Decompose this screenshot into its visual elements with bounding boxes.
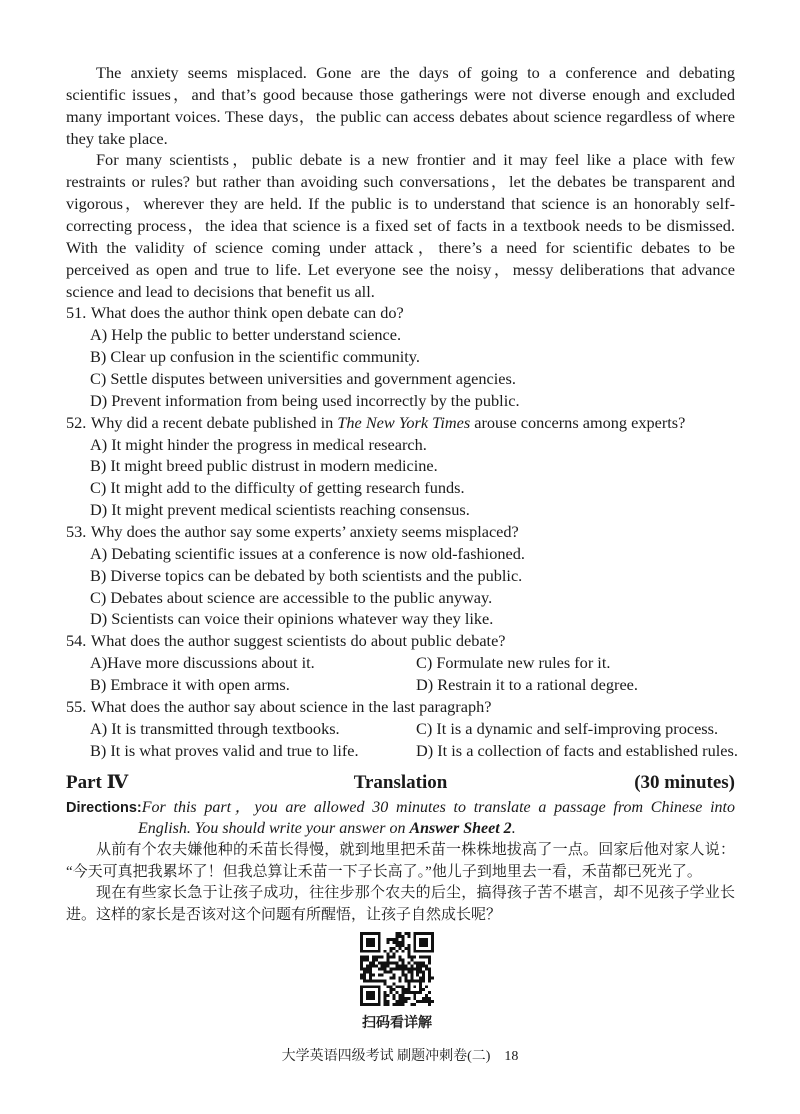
- option-d: D) Restrain it to a rational degree.: [416, 675, 638, 695]
- option-b: B) Diverse topics can be debated by both scientists and the public.: [90, 565, 523, 585]
- part-time-limit: (30 minutes): [634, 772, 735, 793]
- question-number: 53.: [66, 522, 87, 542]
- question-stem-part: Why did a recent debate published in: [90, 412, 338, 432]
- newspaper-title: The New York Times: [337, 412, 471, 432]
- question-stem: What does the author suggest scientists do about public debate?: [90, 631, 506, 651]
- part-heading: [66, 770, 735, 796]
- directions-text: English. You should write your answer on: [138, 819, 410, 837]
- option-d: D) It is a collection of facts and established rules.: [416, 740, 738, 760]
- qr-code: [360, 932, 434, 1006]
- question-stem-part: arouse concerns among experts?: [470, 412, 686, 432]
- page-footer: [0, 1047, 800, 1067]
- option-d: D) It might prevent medical scientists reaching consensus.: [90, 500, 470, 520]
- directions-line: [66, 818, 735, 840]
- translation-section: [66, 796, 735, 927]
- answer-sheet-label: Answer Sheet 2: [409, 819, 512, 837]
- chinese-passage-line: 进。这样的家长是否该对这个问题有所醒悟，让孩子自然成长呢？: [66, 907, 502, 924]
- option-d: D) Prevent information from being used incorrectly by the public.: [90, 390, 520, 410]
- option-a: A)Have more discussions about it.: [90, 653, 315, 673]
- passage-line: scientific issues，and that’s good because those gatherings were not diverse enough and excluded: [66, 84, 735, 104]
- question-number: 52.: [66, 412, 87, 432]
- question-51: [66, 302, 735, 324]
- option-c: C) Debates about science are accessible to the public anyway.: [90, 587, 493, 607]
- option-c: C) It is a dynamic and self-improving process.: [416, 718, 719, 738]
- passage-line: many important voices. These days，the public can access debates about science regardless of where: [66, 106, 735, 126]
- reading-section: [66, 62, 738, 762]
- question-53: [66, 521, 735, 543]
- passage-line: correcting process，the idea that science is a fixed set of facts in a textbook needs to be dismissed.: [66, 216, 735, 236]
- question-number: 51.: [66, 303, 87, 323]
- directions-text: For this part，you are allowed 30 minutes to translate a passage from Chinese into: [141, 799, 735, 816]
- directions-label: Directions:: [66, 800, 142, 816]
- passage-line: restraints or rules? but rather than avoiding such conversations，let the debates be transparent and: [66, 172, 735, 192]
- option-row: [66, 740, 738, 762]
- option-b: B) It might breed public distrust in modern medicine.: [90, 456, 438, 476]
- passage-line: With the validity of science coming under attack，there’s a need for scientific debates to be: [66, 237, 735, 257]
- directions-line: [66, 796, 735, 818]
- passage-line: vigorous，wherever they are held. If the public is to understand that science is an honorably self-: [66, 194, 735, 214]
- question-number: 54.: [66, 631, 87, 651]
- chinese-passage-line: “今天可真把我累坏了！但我总算让禾苗一下子长高了。”他儿子到地里去一看，禾苗都已死光了。: [66, 863, 702, 880]
- option-c: C) Formulate new rules for it.: [416, 653, 611, 673]
- passage-line: science and lead to decisions that benefit us all.: [66, 281, 375, 301]
- part-number: Part Ⅳ: [66, 772, 129, 793]
- question-stem: Why does the author say some experts’ anxiety seems misplaced?: [90, 522, 519, 542]
- chinese-passage-line: 从前有个农夫嫌他种的禾苗长得慢，就到地里把禾苗一株株地拔高了一点。回家后他对家人说：: [96, 841, 735, 858]
- chinese-passage-line: 现在有些家长急于让孩子成功，往往步那个农夫的后尘，搞得孩子苦不堪言，却不见孩子学业长: [96, 885, 735, 902]
- option-row: [66, 674, 735, 696]
- option-a: A) Debating scientific issues at a conference is now old-fashioned.: [90, 543, 525, 563]
- question-number: 55.: [66, 696, 87, 716]
- passage-line: they take place.: [66, 128, 168, 148]
- qr-caption: 扫码看详解: [362, 1014, 432, 1030]
- option-row: [66, 718, 735, 740]
- footer-title: 大学英语四级考试 刷题冲刺卷(二): [281, 1049, 491, 1064]
- passage-line: perceived as open and true to life. Let everyone see the noisy，messy deliberations that advance: [66, 259, 735, 279]
- option-a: A) It is transmitted through textbooks.: [90, 718, 340, 738]
- option-a: A) Help the public to better understand science.: [90, 325, 402, 345]
- page-number: 18: [504, 1049, 519, 1064]
- part-title: Translation: [353, 772, 448, 793]
- option-b: B) Clear up confusion in the scientific community.: [90, 347, 420, 367]
- question-stem: What does the author think open debate can do?: [90, 303, 404, 323]
- option-d: D) Scientists can voice their opinions whatever way they like.: [90, 609, 494, 629]
- option-c: C) It might add to the difficulty of getting research funds.: [90, 478, 465, 498]
- option-c: C) Settle disputes between universities and government agencies.: [90, 369, 516, 389]
- question-54: [66, 630, 735, 652]
- passage-line: The anxiety seems misplaced. Gone are the days of going to a conference and debating: [96, 63, 735, 82]
- question-stem: What does the author say about science in the last paragraph?: [90, 696, 492, 716]
- directions-text: .: [511, 819, 516, 837]
- passage-line: For many scientists，public debate is a new frontier and it may feel like a place with few: [96, 150, 735, 170]
- question-55: [66, 696, 735, 718]
- question-52: [66, 412, 735, 434]
- option-a: A) It might hinder the progress in medical research.: [90, 434, 427, 454]
- option-b: B) It is what proves valid and true to life.: [90, 740, 359, 760]
- option-b: B) Embrace it with open arms.: [90, 675, 290, 695]
- option-row: [66, 652, 735, 674]
